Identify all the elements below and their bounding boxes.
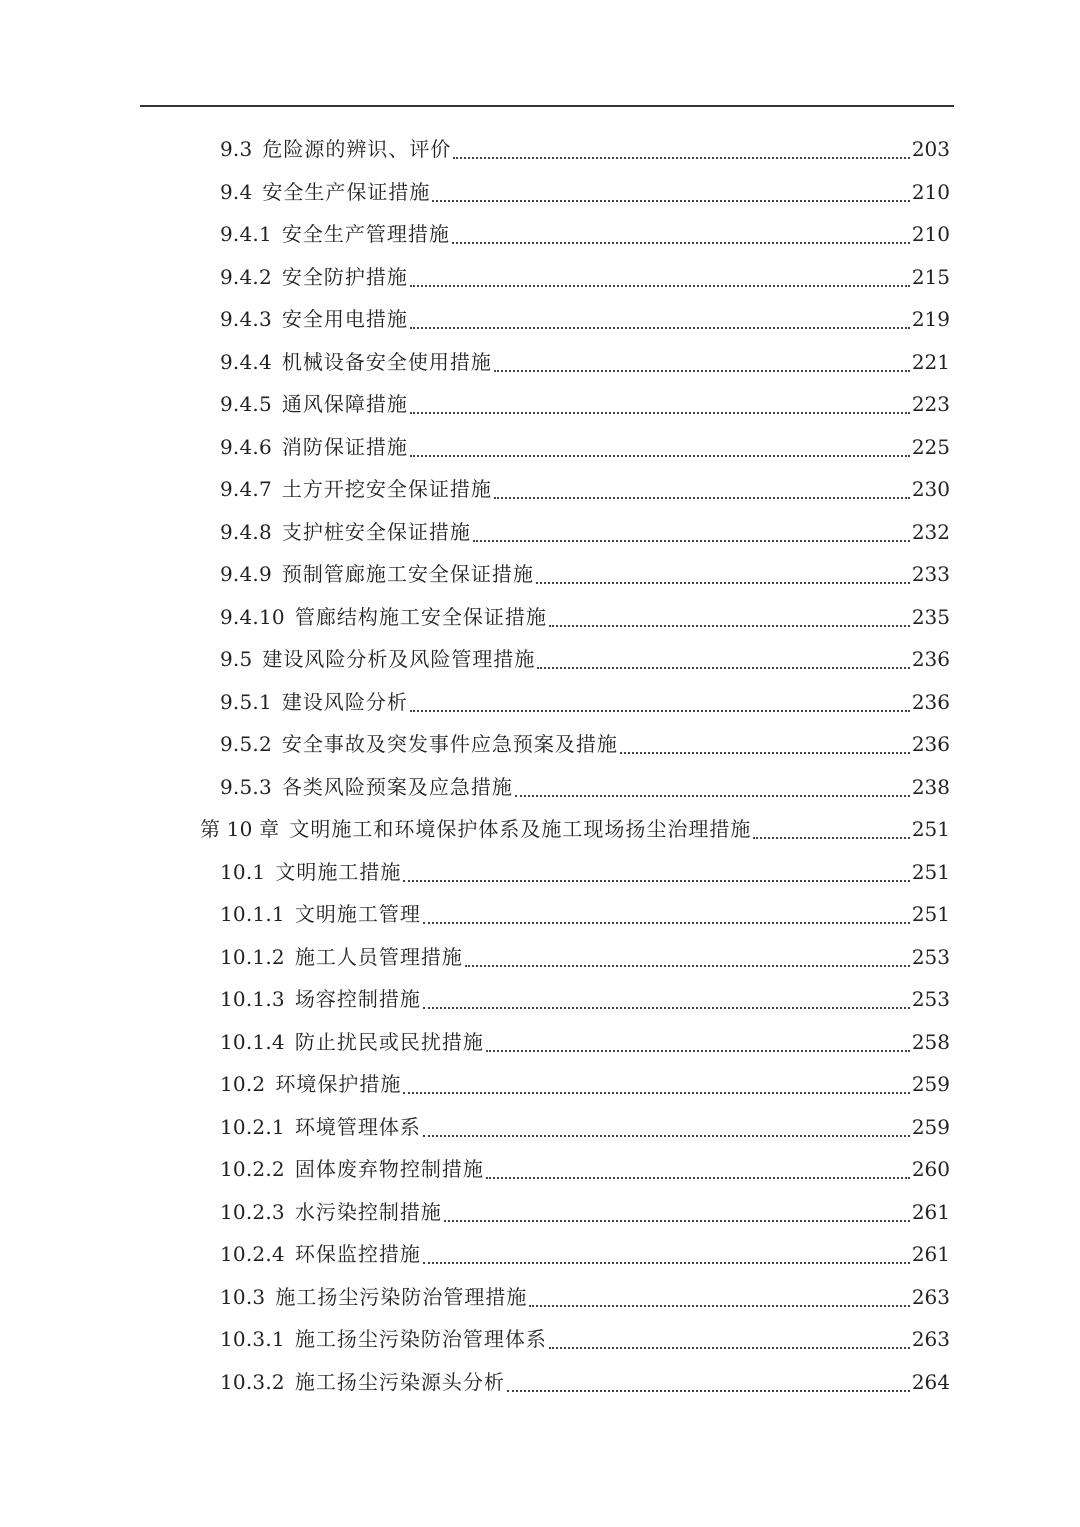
toc-entry-number: 10.3 <box>220 1284 266 1309</box>
toc-entry-page-number: 259 <box>911 1072 950 1096</box>
toc-dot-leader <box>529 1305 909 1307</box>
toc-entry-title: 防止扰民或民扰措施 <box>294 1029 484 1054</box>
toc-entry-number: 10.1.2 <box>220 944 285 969</box>
toc-entry-number: 9.3 <box>220 137 253 161</box>
toc-entry-page-number: 236 <box>911 732 950 756</box>
toc-dot-leader <box>465 965 910 967</box>
toc-entry-title: 安全事故及突发事件应急预案及措施 <box>281 732 618 756</box>
toc-entry[interactable] <box>220 1361 950 1404</box>
toc-entry-page-number: 232 <box>911 519 950 544</box>
toc-entry-page-number: 219 <box>911 307 950 331</box>
toc-entry[interactable] <box>220 426 950 469</box>
toc-entry-title: 安全防护措施 <box>281 264 408 289</box>
toc-entry-page-number: 261 <box>911 1199 950 1224</box>
toc-entry-number: 10.2.2 <box>220 1157 285 1181</box>
toc-entry-page-number: 235 <box>911 604 950 629</box>
toc-dot-leader <box>410 285 910 287</box>
toc-entry[interactable] <box>220 383 950 426</box>
toc-entry[interactable] <box>220 1276 950 1319</box>
toc-entry[interactable] <box>220 1021 950 1064</box>
toc-entry-number: 9.4.4 <box>220 349 272 374</box>
toc-dot-leader <box>432 200 909 202</box>
toc-entry-title: 安全生产管理措施 <box>281 222 450 246</box>
toc-entry-title: 消防保证措施 <box>281 434 408 459</box>
toc-entry[interactable] <box>220 511 950 554</box>
toc-entry-title: 建设风险分析 <box>281 689 408 714</box>
toc-entry-title: 通风保障措施 <box>281 392 408 416</box>
toc-entry-number: 9.4.5 <box>220 392 272 416</box>
toc-entry-page-number: 210 <box>911 222 950 246</box>
toc-entry-page-number: 260 <box>911 1157 950 1181</box>
toc-entry[interactable] <box>220 468 950 511</box>
toc-entry[interactable] <box>220 256 950 299</box>
toc-entry-number: 10.1 <box>220 859 266 884</box>
toc-entry-number: 9.4.2 <box>220 264 272 289</box>
toc-dot-leader <box>452 242 910 244</box>
toc-entry-number: 10.1.3 <box>220 987 285 1011</box>
toc-entry[interactable] <box>220 681 950 724</box>
toc-dot-leader <box>537 667 909 669</box>
toc-dot-leader <box>473 540 910 542</box>
toc-entry[interactable] <box>220 851 950 894</box>
toc-entry-number: 10.2.3 <box>220 1199 285 1224</box>
toc-dot-leader <box>410 455 910 457</box>
toc-entry[interactable] <box>220 1148 950 1191</box>
toc-entry-title: 建设风险分析及风险管理措施 <box>262 647 536 671</box>
toc-entry[interactable] <box>220 723 950 766</box>
toc-entry-page-number: 215 <box>911 264 950 289</box>
toc-entry[interactable] <box>220 766 950 809</box>
toc-dot-leader <box>403 880 909 882</box>
toc-entry-page-number: 261 <box>911 1242 950 1266</box>
toc-entry-title: 水污染控制措施 <box>294 1199 442 1224</box>
toc-entry-page-number: 259 <box>911 1114 950 1139</box>
toc-entry-title: 环境保护措施 <box>275 1072 402 1096</box>
toc-entry-number: 9.4.10 <box>220 604 285 629</box>
toc-entry[interactable] <box>220 596 950 639</box>
toc-entry[interactable] <box>220 171 950 214</box>
toc-entry-number: 9.4.3 <box>220 307 272 331</box>
toc-entry-title: 施工扬尘污染防治管理体系 <box>294 1327 547 1351</box>
toc-entry[interactable] <box>220 553 950 596</box>
toc-dot-leader <box>423 922 910 924</box>
toc-entry-number: 10.3.2 <box>220 1369 285 1394</box>
toc-entry-number: 9.4.7 <box>220 477 272 501</box>
toc-dot-leader <box>410 710 910 712</box>
toc-entry-page-number: 264 <box>911 1369 950 1394</box>
toc-entry[interactable] <box>220 1063 950 1106</box>
toc-entry-number: 10.2.4 <box>220 1242 285 1266</box>
toc-entry-page-number: 253 <box>911 944 950 969</box>
toc-entry-number: 10.3.1 <box>220 1327 285 1351</box>
toc-entry-title: 施工扬尘污染源头分析 <box>294 1369 505 1394</box>
toc-entry-page-number: 253 <box>911 987 950 1011</box>
toc-entry-title: 支护桩安全保证措施 <box>281 519 471 544</box>
toc-entry-title: 安全用电措施 <box>281 307 408 331</box>
toc-entry-title: 固体废弃物控制措施 <box>294 1157 484 1181</box>
toc-dot-leader <box>536 582 910 584</box>
toc-entry-page-number: 223 <box>911 392 950 416</box>
toc-entry-number: 9.5.3 <box>220 774 272 799</box>
toc-entry-page-number: 251 <box>911 817 950 841</box>
toc-entry-title: 文明施工管理 <box>294 902 421 926</box>
toc-entry-title: 施工人员管理措施 <box>294 944 463 969</box>
toc-entry-number: 9.5.2 <box>220 732 272 756</box>
toc-entry[interactable] <box>220 341 950 384</box>
toc-entry-page-number: 236 <box>911 689 950 714</box>
toc-entry[interactable] <box>220 1106 950 1149</box>
toc-entry-title: 预制管廊施工安全保证措施 <box>281 562 534 586</box>
toc-entry-page-number: 238 <box>911 774 950 799</box>
toc-entry-number: 第 10 章 <box>200 817 280 841</box>
toc-entry[interactable] <box>220 298 950 341</box>
toc-dot-leader <box>620 752 910 754</box>
toc-entry[interactable] <box>220 1318 950 1361</box>
toc-dot-leader <box>444 1220 910 1222</box>
toc-entry[interactable] <box>220 893 950 936</box>
toc-dot-leader <box>486 1050 910 1052</box>
toc-dot-leader <box>410 327 910 329</box>
toc-entry-title: 土方开挖安全保证措施 <box>281 477 492 501</box>
toc-dot-leader <box>453 157 909 159</box>
toc-dot-leader <box>410 412 910 414</box>
toc-entry-title: 文明施工措施 <box>275 859 402 884</box>
table-of-contents <box>0 128 1080 1403</box>
toc-entry-title: 管廊结构施工安全保证措施 <box>294 604 547 629</box>
toc-entry-number: 9.5 <box>220 647 253 671</box>
toc-entry-number: 9.4 <box>220 179 253 204</box>
header-rule <box>140 105 954 107</box>
toc-entry-title: 文明施工和环境保护体系及施工现场扬尘治理措施 <box>289 817 752 841</box>
toc-entry-title: 场容控制措施 <box>294 987 421 1011</box>
toc-entry-page-number: 230 <box>911 477 950 501</box>
toc-dot-leader <box>423 1262 910 1264</box>
toc-entry-page-number: 263 <box>911 1327 950 1351</box>
toc-entry[interactable] <box>200 808 950 851</box>
toc-entry-page-number: 210 <box>911 179 950 204</box>
toc-entry-page-number: 236 <box>911 647 950 671</box>
toc-entry-number: 10.2.1 <box>220 1114 285 1139</box>
toc-dot-leader <box>494 370 910 372</box>
toc-entry-page-number: 221 <box>911 349 950 374</box>
toc-entry-number: 10.1.1 <box>220 902 285 926</box>
toc-entry-number: 9.4.9 <box>220 562 272 586</box>
toc-entry[interactable] <box>220 128 950 171</box>
toc-entry-title: 施工扬尘污染防治管理措施 <box>275 1284 528 1309</box>
toc-entry-page-number: 263 <box>911 1284 950 1309</box>
toc-dot-leader <box>549 625 910 627</box>
toc-entry-page-number: 251 <box>911 902 950 926</box>
toc-entry-title: 安全生产保证措施 <box>262 179 431 204</box>
toc-dot-leader <box>753 837 909 839</box>
toc-entry[interactable] <box>220 1233 950 1276</box>
toc-entry-title: 环保监控措施 <box>294 1242 421 1266</box>
toc-entry-title: 各类风险预案及应急措施 <box>281 774 513 799</box>
toc-dot-leader <box>507 1390 910 1392</box>
toc-entry-number: 10.2 <box>220 1072 266 1096</box>
toc-dot-leader <box>549 1347 910 1349</box>
toc-dot-leader <box>423 1007 910 1009</box>
toc-entry-title: 机械设备安全使用措施 <box>281 349 492 374</box>
toc-dot-leader <box>486 1177 910 1179</box>
toc-dot-leader <box>494 497 910 499</box>
toc-entry[interactable] <box>220 213 950 256</box>
toc-entry-page-number: 233 <box>911 562 950 586</box>
toc-dot-leader <box>515 795 910 797</box>
toc-entry-page-number: 203 <box>911 137 950 161</box>
toc-entry-title: 危险源的辨识、评价 <box>262 137 452 161</box>
toc-entry[interactable] <box>220 936 950 979</box>
toc-entry-number: 9.5.1 <box>220 689 272 714</box>
toc-entry[interactable] <box>220 978 950 1021</box>
toc-dot-leader <box>403 1092 909 1094</box>
toc-entry[interactable] <box>220 638 950 681</box>
toc-entry-title: 环境管理体系 <box>294 1114 421 1139</box>
toc-dot-leader <box>423 1135 910 1137</box>
toc-entry-page-number: 225 <box>911 434 950 459</box>
toc-entry-number: 9.4.8 <box>220 519 272 544</box>
toc-entry-number: 10.1.4 <box>220 1029 285 1054</box>
toc-entry-page-number: 258 <box>911 1029 950 1054</box>
toc-entry-number: 9.4.1 <box>220 222 272 246</box>
toc-entry-page-number: 251 <box>911 859 950 884</box>
toc-entry[interactable] <box>220 1191 950 1234</box>
toc-entry-number: 9.4.6 <box>220 434 272 459</box>
